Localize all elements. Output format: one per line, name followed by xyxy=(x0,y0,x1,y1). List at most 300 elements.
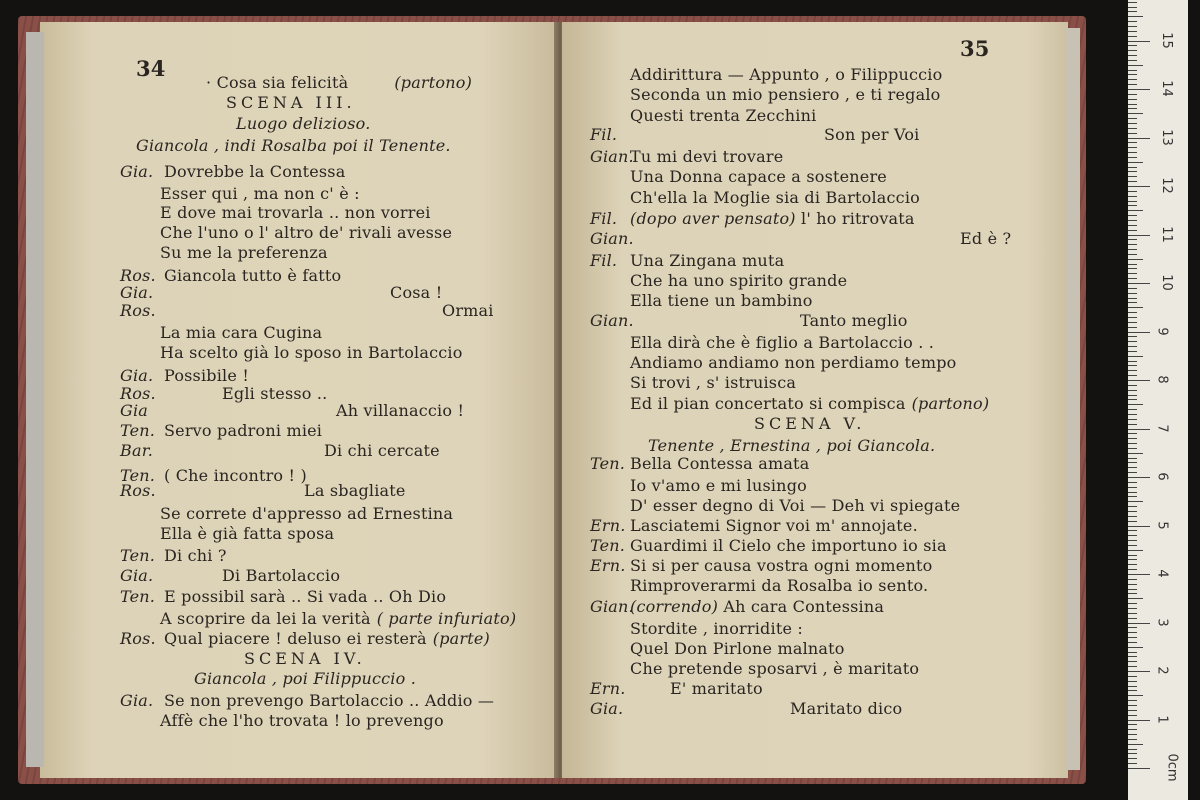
dialogue-text: Cosa ! xyxy=(390,283,443,302)
ruler-tick xyxy=(1128,768,1150,769)
ruler-tick xyxy=(1128,419,1137,420)
ruler-label: 5 xyxy=(1154,520,1170,530)
dialogue-text: D' esser degno di Voi — Deh vi spiegate xyxy=(630,496,961,515)
ruler-tick xyxy=(1128,167,1137,168)
ruler-label: 13 xyxy=(1158,128,1174,146)
dialogue-text xyxy=(960,230,1011,248)
dialogue-text: Questi trenta Zecchini xyxy=(630,106,817,125)
ruler-tick xyxy=(1128,763,1137,764)
dialogue-text xyxy=(222,385,327,403)
ruler-tick xyxy=(1128,487,1137,488)
ruler-tick xyxy=(1128,113,1143,114)
ruler-tick xyxy=(1128,472,1137,473)
dialogue-text xyxy=(824,126,919,144)
dialogue-text: Ah cara Contessina xyxy=(723,597,885,616)
scene-heading: SCENA III. xyxy=(226,93,356,112)
ruler-tick xyxy=(1128,298,1137,299)
text-line xyxy=(590,679,763,698)
speaker-name: Gian. xyxy=(590,147,634,166)
ruler-tick xyxy=(1128,128,1137,129)
speaker-name: Ros. xyxy=(120,266,156,285)
speaker-name: Gia. xyxy=(120,566,154,585)
ruler-tick xyxy=(1128,564,1137,565)
ruler-tick xyxy=(1128,123,1137,124)
speaker-name: Gian. xyxy=(590,311,634,330)
dialogue-text: Una Zingana muta xyxy=(630,251,785,270)
ruler-tick xyxy=(1128,656,1137,657)
text-line xyxy=(236,115,371,133)
measurement-ruler xyxy=(1128,0,1188,800)
ruler-tick xyxy=(1128,21,1137,22)
dialogue-text: Tu mi devi trovare xyxy=(630,147,784,166)
ruler-tick xyxy=(1128,526,1150,527)
ruler-tick xyxy=(1128,50,1137,51)
ruler-tick xyxy=(1128,521,1137,522)
speaker-name: Gian. xyxy=(590,229,634,248)
ruler-tick xyxy=(1128,99,1137,100)
dialogue-text: Possibile ! xyxy=(164,366,249,385)
dialogue-text xyxy=(630,556,932,575)
ruler-tick xyxy=(1128,94,1137,95)
text-line xyxy=(590,455,809,473)
dialogue-text: Qual piacere ! deluso ei resterà xyxy=(164,629,427,648)
ruler-tick xyxy=(1128,79,1137,80)
ruler-tick xyxy=(1128,365,1137,366)
ruler-tick xyxy=(1128,453,1143,454)
ruler-tick xyxy=(1128,259,1143,260)
ruler-tick xyxy=(1128,438,1137,439)
dialogue-text: E possibil sarà .. Si vada .. Oh Dio xyxy=(164,587,447,606)
speaker-name: Gia. xyxy=(120,162,154,181)
ruler-tick xyxy=(1128,142,1137,143)
ruler-tick xyxy=(1128,176,1137,177)
text-line xyxy=(120,163,345,181)
text-line xyxy=(590,699,903,718)
dialogue-text: Giancola tutto è fatto xyxy=(164,266,342,285)
scene-heading: SCENA IV. xyxy=(244,649,366,668)
ruler-tick xyxy=(1128,133,1137,134)
ruler-tick xyxy=(1128,753,1137,754)
dialogue-text: Che l'uno o l' altro de' rivali avesse xyxy=(160,223,453,242)
ruler-tick xyxy=(1128,550,1143,551)
dialogue-text xyxy=(630,209,915,228)
dialogue-text: ( Che incontro ! ) xyxy=(164,466,307,485)
ruler-tick xyxy=(1128,322,1137,323)
dialogue-text: Ella è già fatta sposa xyxy=(160,524,335,543)
dialogue-text: Ed è ? xyxy=(960,229,1012,248)
stage-direction: Giancola , indi Rosalba poi il Tenente. xyxy=(136,136,451,155)
dialogue-text: Servo padroni miei xyxy=(164,421,323,440)
text-line xyxy=(590,517,918,535)
dialogue-text xyxy=(630,477,807,495)
dialogue-text xyxy=(160,344,463,362)
ruler-tick xyxy=(1128,152,1137,153)
dialogue-text xyxy=(206,74,472,92)
ruler-tick xyxy=(1128,676,1137,677)
dialogue-text xyxy=(630,147,783,166)
ruler-tick xyxy=(1128,370,1137,371)
ruler-tick xyxy=(1128,749,1137,750)
dialogue-text: A scoprire da lei la verità xyxy=(160,609,371,628)
dialogue-text: Dovrebbe la Contessa xyxy=(164,162,346,181)
ruler-label: 9 xyxy=(1154,326,1170,336)
ruler-tick xyxy=(1128,336,1137,337)
ruler-tick xyxy=(1128,36,1137,37)
text-line xyxy=(244,650,366,668)
speaker-name: Fil. xyxy=(590,209,618,228)
text-line xyxy=(590,252,784,270)
dialogue-text: Son per Voi xyxy=(824,125,920,144)
dialogue-text xyxy=(160,204,431,222)
ruler-tick xyxy=(1128,356,1143,357)
text-line xyxy=(590,537,947,555)
dialogue-text xyxy=(630,374,796,392)
ruler-tick xyxy=(1128,618,1137,619)
ruler-tick xyxy=(1128,574,1150,575)
dialogue-text xyxy=(164,266,341,285)
ruler-tick xyxy=(1128,686,1137,687)
dialogue-text xyxy=(630,660,919,678)
stage-direction: Tenente , Ernestina , poi Giancola. xyxy=(648,436,936,455)
ruler-tick xyxy=(1128,467,1137,468)
ruler-tick xyxy=(1128,632,1137,633)
dialogue-text xyxy=(164,587,446,606)
ruler-label: 6 xyxy=(1154,472,1170,481)
ruler-tick xyxy=(1128,74,1137,75)
dialogue-text: Guardimi il Cielo che importuno io sia xyxy=(630,536,947,555)
ruler-tick xyxy=(1128,254,1137,255)
speaker-name: Ern. xyxy=(590,556,626,575)
stage-direction: (dopo aver pensato) xyxy=(630,209,802,228)
ruler-tick xyxy=(1128,579,1137,580)
text-line xyxy=(120,588,446,606)
dialogue-text xyxy=(630,86,941,104)
ruler-tick xyxy=(1128,60,1137,61)
dialogue-text: Ella dirà che è figlio a Bartolaccio . . xyxy=(630,333,935,352)
ruler-tick xyxy=(1128,477,1150,478)
ruler-tick xyxy=(1128,598,1143,599)
dialogue-text xyxy=(160,244,328,262)
dialogue-text xyxy=(442,302,494,320)
ruler-tick xyxy=(1128,147,1137,148)
dialogue-text xyxy=(222,567,340,585)
dialogue-text xyxy=(630,620,803,638)
ruler-tick xyxy=(1128,399,1137,400)
right-page-edges xyxy=(1066,28,1080,770)
ruler-tick xyxy=(1128,186,1150,187)
text-line xyxy=(590,598,884,616)
dialogue-text xyxy=(160,525,334,543)
ruler-tick xyxy=(1128,341,1137,342)
speaker-name: Gia. xyxy=(590,699,624,718)
page-number-right: 35 xyxy=(960,36,990,61)
ruler-tick xyxy=(1128,661,1137,662)
dialogue-text xyxy=(800,312,908,330)
dialogue-text xyxy=(630,497,960,515)
dialogue-text xyxy=(630,577,928,595)
ruler-tick xyxy=(1128,225,1137,226)
dialogue-text xyxy=(324,442,440,460)
ruler-tick xyxy=(1128,268,1137,269)
dialogue-text xyxy=(160,505,453,523)
ruler-label: 7 xyxy=(1154,423,1170,433)
ruler-tick xyxy=(1128,695,1143,696)
dialogue-text: Se non prevengo Bartolaccio .. Addio — xyxy=(164,691,495,710)
ruler-tick xyxy=(1128,89,1150,90)
left-page xyxy=(40,22,560,778)
dialogue-text: Tanto meglio xyxy=(800,311,908,330)
text-line xyxy=(120,441,440,460)
ruler-tick xyxy=(1128,138,1150,139)
ruler-tick xyxy=(1128,690,1137,691)
dialogue-text xyxy=(630,251,784,270)
text-line xyxy=(754,415,865,433)
ruler-tick xyxy=(1128,317,1137,318)
dialogue-text xyxy=(630,395,989,413)
speaker-name: Ten. xyxy=(120,587,156,606)
speaker-name: Gia. xyxy=(120,691,154,710)
dialogue-text: Maritato dico xyxy=(790,699,903,718)
ruler-tick xyxy=(1128,55,1137,56)
ruler-tick xyxy=(1128,720,1150,721)
speaker-name: Ros. xyxy=(120,481,156,500)
ruler-tick xyxy=(1128,530,1137,531)
ruler-tick xyxy=(1128,210,1143,211)
dialogue-text xyxy=(164,466,307,485)
ruler-tick xyxy=(1128,230,1137,231)
dialogue-text: Stordite , inorridite : xyxy=(630,619,803,638)
text-line xyxy=(590,210,915,228)
speaker-name: Ros. xyxy=(120,384,156,403)
ruler-tick xyxy=(1128,492,1137,493)
ruler-label: 12 xyxy=(1158,177,1174,194)
ruler-tick xyxy=(1128,516,1137,517)
dialogue-text xyxy=(630,354,957,372)
ruler-tick xyxy=(1128,346,1137,347)
speaker-name: Ros. xyxy=(120,629,156,648)
ruler-tick xyxy=(1128,380,1150,381)
ruler-tick xyxy=(1128,157,1137,158)
ruler-tick xyxy=(1128,613,1137,614)
ruler-tick xyxy=(1128,545,1137,546)
ruler-tick xyxy=(1128,235,1150,236)
speaker-name: Ros. xyxy=(120,301,156,320)
ruler-tick xyxy=(1128,283,1150,284)
ruler-label: 3 xyxy=(1154,617,1170,627)
ruler-tick xyxy=(1128,462,1137,463)
ruler-label: 14 xyxy=(1158,80,1174,97)
dialogue-text xyxy=(336,402,464,420)
ruler-tick xyxy=(1128,593,1137,594)
text-line xyxy=(590,311,908,330)
ruler-tick xyxy=(1128,496,1137,497)
dialogue-text xyxy=(164,421,322,440)
text-line xyxy=(120,267,341,285)
speaker-name: Gia. xyxy=(120,366,154,385)
ruler-tick xyxy=(1128,385,1137,386)
text-line xyxy=(590,229,1012,248)
ruler-tick xyxy=(1128,84,1137,85)
stage-direction: (partono) xyxy=(394,73,473,92)
dialogue-text xyxy=(630,536,947,555)
speaker-name: Gia. xyxy=(120,283,154,302)
ruler-tick xyxy=(1128,249,1137,250)
ruler-tick xyxy=(1128,273,1137,274)
dialogue-text xyxy=(630,168,887,186)
ruler-tick xyxy=(1128,540,1137,541)
ruler-tick xyxy=(1128,70,1137,71)
dialogue-text: E' maritato xyxy=(670,679,763,698)
dialogue-text: Esser qui , ma non c' è : xyxy=(160,184,360,203)
text-line xyxy=(120,547,227,565)
ruler-tick xyxy=(1128,724,1137,725)
ruler-tick xyxy=(1128,627,1137,628)
dialogue-text: Ch'ella la Moglie sia di Bartolaccio xyxy=(630,188,920,207)
dialogue-text xyxy=(790,700,902,718)
dialogue-text: Rimproverarmi da Rosalba io sento. xyxy=(630,576,929,595)
ruler-tick xyxy=(1128,555,1137,556)
speaker-name: Ern. xyxy=(590,679,626,698)
ruler-tick xyxy=(1128,623,1150,624)
stage-direction: Luogo delizioso. xyxy=(236,114,371,133)
ruler-tick xyxy=(1128,404,1143,405)
text-line xyxy=(136,137,451,155)
text-line xyxy=(590,557,932,575)
ruler-label: 1 xyxy=(1154,714,1170,724)
ruler-tick xyxy=(1128,375,1137,376)
dialogue-text: Quel Don Pirlone malnato xyxy=(630,639,845,658)
ruler-tick xyxy=(1128,239,1137,240)
dialogue-text xyxy=(304,482,406,500)
page-number-left: 34 xyxy=(136,56,166,81)
dialogue-text: Se correte d'appresso ad Ernestina xyxy=(160,504,454,523)
ruler-tick xyxy=(1128,647,1143,648)
dialogue-text: Ed il pian concertato si compisca xyxy=(630,394,906,413)
ruler-tick xyxy=(1128,671,1150,672)
ruler-tick xyxy=(1128,535,1137,536)
dialogue-text: Egli stesso .. xyxy=(222,384,328,403)
stage-direction: ( parte infuriato) xyxy=(376,609,517,628)
ruler-tick xyxy=(1128,569,1137,570)
dialogue-text xyxy=(164,162,345,181)
text-line xyxy=(120,401,465,420)
dialogue-text: Andiamo andiamo non perdiamo tempo xyxy=(630,353,957,372)
dialogue-text xyxy=(630,334,934,352)
ruler-tick xyxy=(1128,351,1137,352)
dialogue-text xyxy=(164,691,494,710)
ruler-tick xyxy=(1128,16,1143,17)
stage-direction: Giancola , poi Filippuccio . xyxy=(194,669,417,688)
ruler-tick xyxy=(1128,584,1137,585)
dialogue-text: Su me la preferenza xyxy=(160,243,328,262)
ruler-tick xyxy=(1128,589,1137,590)
ruler-tick xyxy=(1128,458,1137,459)
ruler-tick xyxy=(1128,729,1137,730)
ruler-tick xyxy=(1128,433,1137,434)
text-line xyxy=(590,148,783,166)
text-line xyxy=(194,670,416,688)
speaker-name: Ern. xyxy=(590,516,626,535)
dialogue-text: Ah villanaccio ! xyxy=(336,401,465,420)
speaker-name: Bar. xyxy=(120,441,154,460)
dialogue-text xyxy=(630,189,920,207)
ruler-tick xyxy=(1128,7,1137,8)
ruler-tick xyxy=(1128,201,1137,202)
dialogue-text: Affè che l'ho trovata ! lo prevengo xyxy=(160,711,444,730)
ruler-tick xyxy=(1128,511,1137,512)
ruler-tick xyxy=(1128,162,1143,163)
ruler-tick xyxy=(1128,637,1137,638)
ruler-tick xyxy=(1128,191,1137,192)
dialogue-text: Di Bartolaccio xyxy=(222,566,341,585)
scene-heading: SCENA V. xyxy=(754,414,866,433)
ruler-tick xyxy=(1128,205,1137,206)
speaker-name: Ten. xyxy=(590,536,626,555)
ruler-tick xyxy=(1128,288,1137,289)
ruler-tick xyxy=(1128,448,1137,449)
ruler-tick xyxy=(1128,327,1137,328)
speaker-name: Gia xyxy=(120,401,149,420)
speaker-name: Ten. xyxy=(120,421,156,440)
dialogue-text: l' ho ritrovata xyxy=(801,209,915,228)
dialogue-text: E dove mai trovarla .. non vorrei xyxy=(160,203,431,222)
ruler-tick xyxy=(1128,65,1143,66)
dialogue-text: Si trovi , s' istruisca xyxy=(630,373,797,392)
ruler-tick xyxy=(1128,758,1137,759)
stage-direction: (parte) xyxy=(432,629,490,648)
dialogue-text: La sbagliate xyxy=(304,481,406,500)
speaker-name: Gian. xyxy=(590,597,634,616)
text-line xyxy=(120,422,322,440)
ruler-label: 10 xyxy=(1158,274,1174,291)
ruler-tick xyxy=(1128,443,1137,444)
speaker-name: Fil. xyxy=(590,251,618,270)
ruler-tick xyxy=(1128,31,1137,32)
right-page xyxy=(562,22,1068,778)
ruler-tick xyxy=(1128,506,1137,507)
dialogue-text xyxy=(160,324,322,342)
dialogue-text xyxy=(630,66,942,84)
ruler-tick xyxy=(1128,26,1137,27)
dialogue-text: Che pretende sposarvi , è maritato xyxy=(630,659,920,678)
dialogue-text xyxy=(160,712,444,730)
ruler-tick xyxy=(1128,429,1150,430)
speaker-name: Ten. xyxy=(120,466,156,485)
ruler-tick xyxy=(1128,244,1137,245)
dialogue-text: Di chi cercate xyxy=(324,441,440,460)
ruler-tick xyxy=(1128,681,1137,682)
dialogue-text xyxy=(630,597,884,616)
text-line xyxy=(120,301,494,320)
dialogue-text: Ha scelto già lo sposo in Bartolaccio xyxy=(160,343,463,362)
open-book xyxy=(40,22,1068,778)
ruler-tick xyxy=(1128,603,1137,604)
ruler-tick xyxy=(1128,45,1137,46)
ruler-label: 8 xyxy=(1154,375,1170,384)
ruler-label: 2 xyxy=(1154,666,1170,675)
ruler-tick xyxy=(1128,501,1143,502)
ruler-tick xyxy=(1128,482,1137,483)
ruler-tick xyxy=(1128,118,1137,119)
text-line xyxy=(590,125,920,144)
ruler-tick xyxy=(1128,293,1137,294)
dialogue-text xyxy=(164,366,249,385)
text-line xyxy=(120,692,494,710)
ruler-tick xyxy=(1128,414,1137,415)
stage-direction: (partono) xyxy=(911,394,990,413)
text-line xyxy=(120,630,490,648)
ruler-tick xyxy=(1128,715,1137,716)
